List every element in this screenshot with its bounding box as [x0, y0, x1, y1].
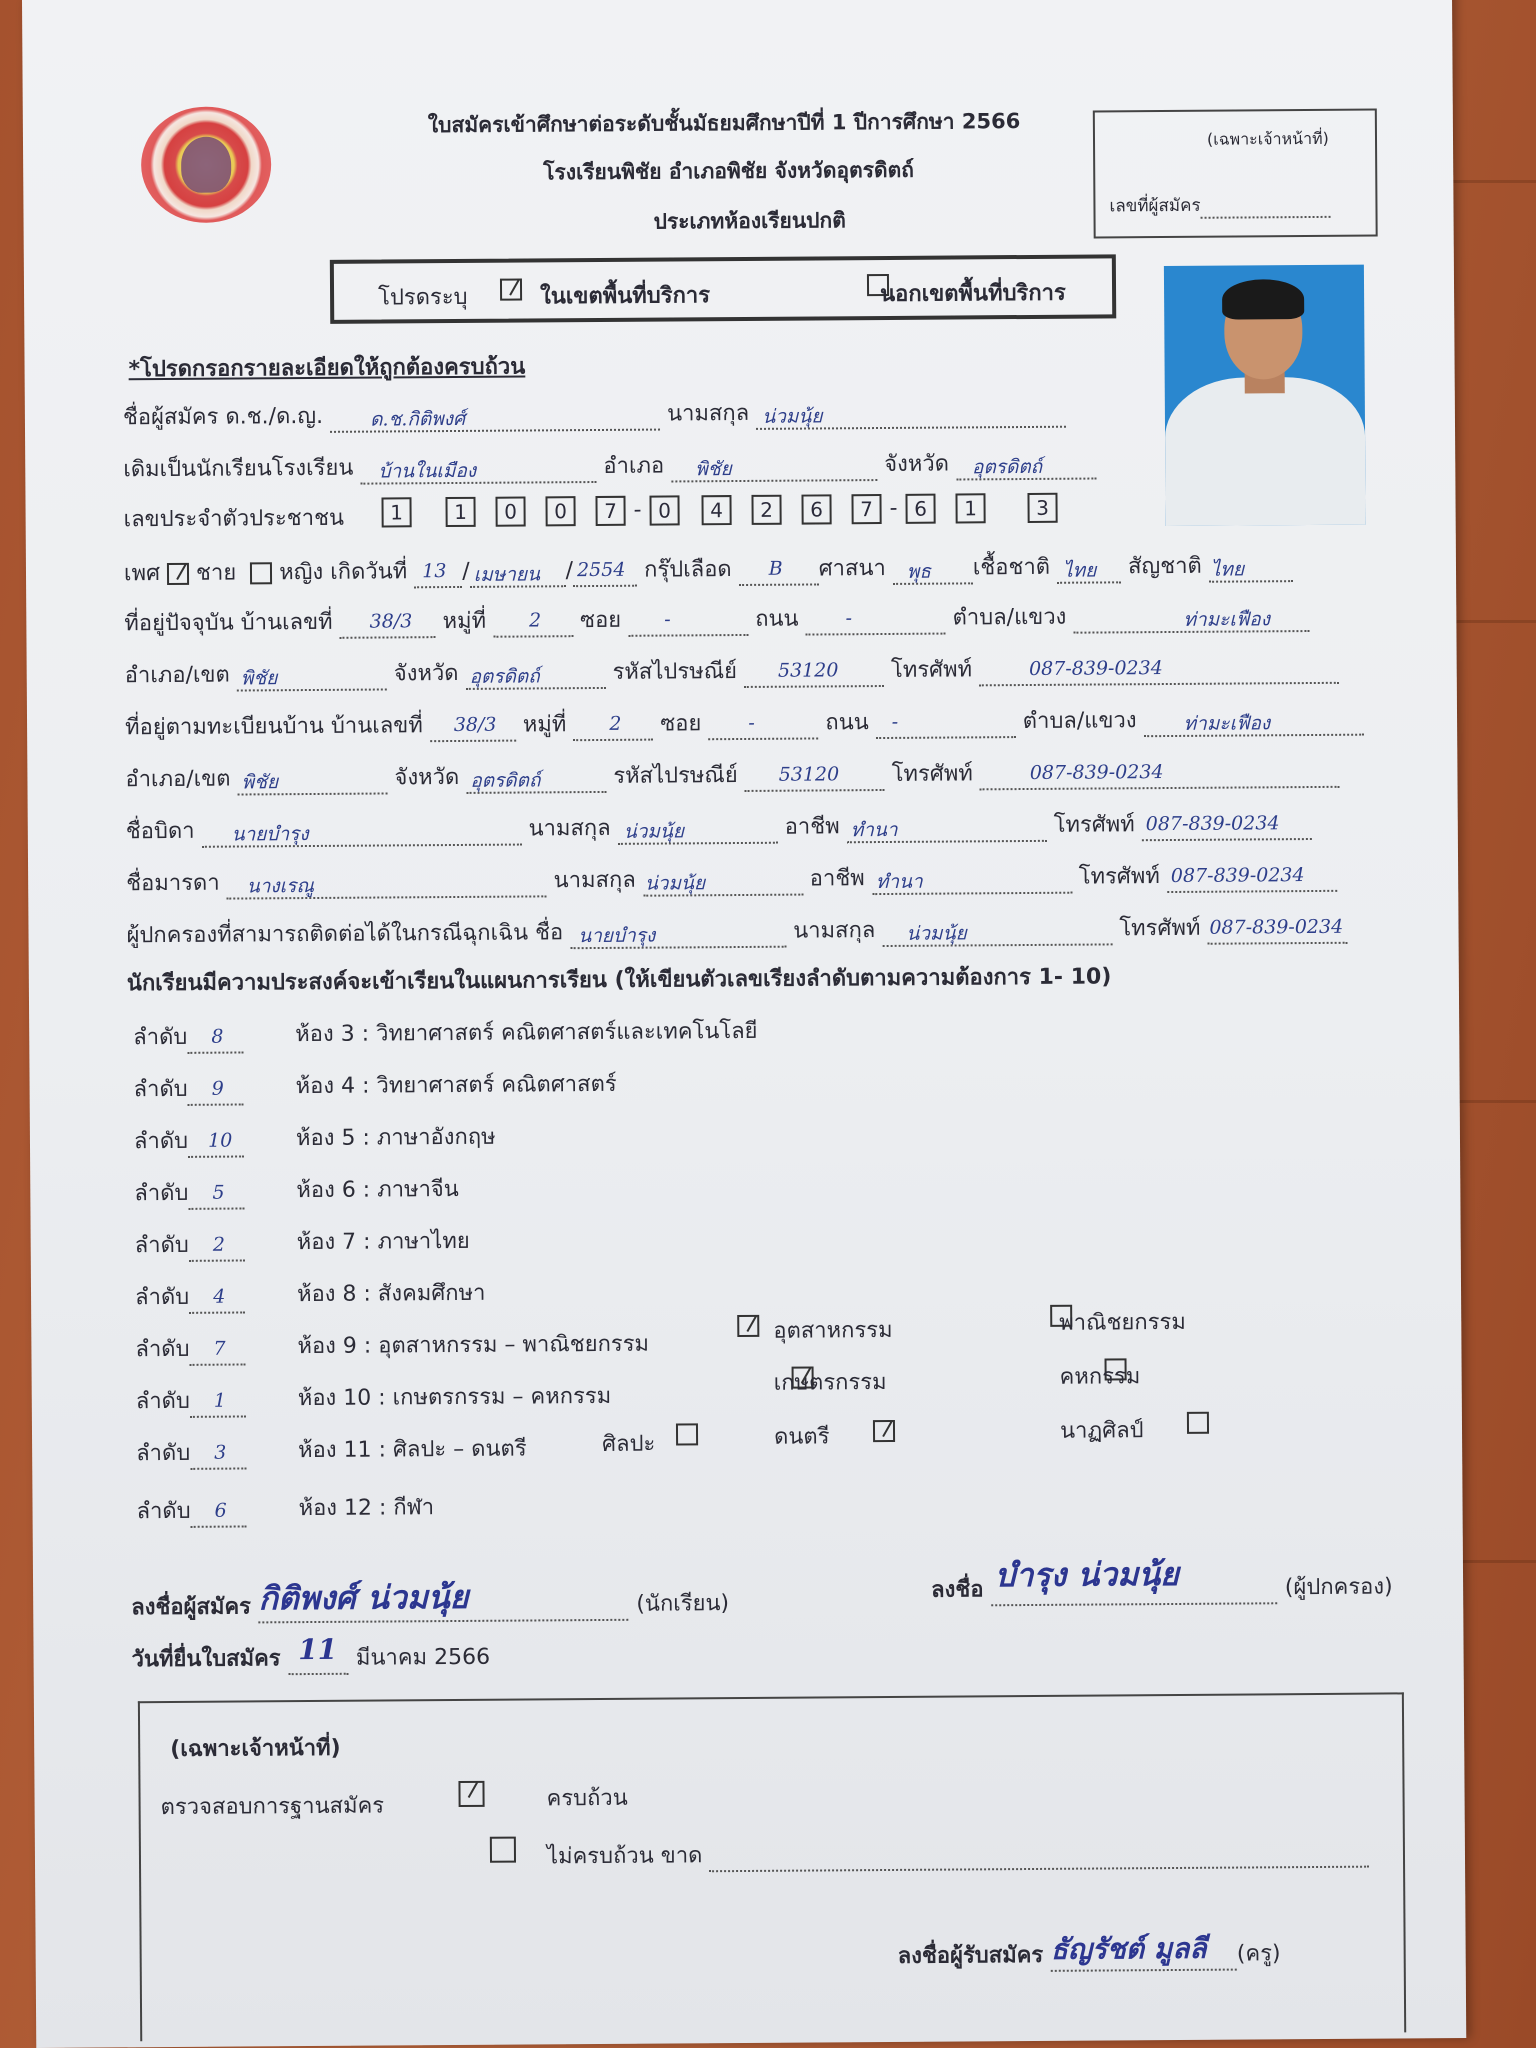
religion-value: พุธ [906, 560, 932, 583]
id-label: เลขประจำตัวประชาชน [123, 505, 345, 533]
plan-rank-value: 9 [211, 1077, 224, 1100]
plan-rank-value: 8 [211, 1025, 224, 1048]
music-label: ดนตรี [773, 1424, 830, 1450]
staff-only-box [1093, 109, 1378, 239]
cur-house-no-value: 38/3 [369, 610, 413, 633]
plan-rank-value: 7 [213, 1337, 226, 1360]
applicant-signature: กิติพงศ์ น่วมนุ้ย [258, 1577, 469, 1618]
plan-row: ลำดับ 8 [133, 1018, 243, 1054]
plan-rank-value: 5 [212, 1181, 225, 1204]
staff-verification-box [138, 1692, 1406, 2041]
reg-soi-value: - [748, 711, 755, 734]
commerce-label: พาณิชยกรรม [1059, 1309, 1186, 1336]
plan-rank-value: 3 [214, 1441, 227, 1464]
reg-amphoe-value: พิชัย [241, 771, 279, 794]
plan-row: ลำดับ 9 [133, 1070, 243, 1106]
applicant-surname-value: น่วมนุ้ย [762, 405, 823, 428]
cur-moo-value: 2 [529, 609, 542, 632]
father-row: ชื่อบิดา นายบำรุง นามสกุล น่วมนุ้ย อาชีพ ทำนา โทรศัพท์ 087-839-0234 [126, 805, 1312, 848]
complete-checkbox[interactable] [458, 1781, 484, 1807]
id-digit: 6 [801, 494, 831, 524]
plan-room: ห้อง 7 : ภาษาไทย [296, 1228, 470, 1256]
plan-rank-value: 10 [207, 1129, 233, 1152]
plan-row: ลำดับ 3 [136, 1434, 246, 1470]
plan-row: ลำดับ 4 [135, 1278, 245, 1314]
school-name: โรงเรียนพิชัย อำเภอพิชัย จังหวัดอุตรดิตถ์ [543, 157, 915, 185]
id-digit: 1 [381, 497, 411, 527]
industry-label: อุตสาหกรรม [773, 1317, 893, 1344]
reg-zip-value: 53120 [778, 763, 840, 786]
plan-room: ห้อง 12 : กีฬา [298, 1495, 435, 1522]
birth-year-value: 2554 [576, 558, 626, 582]
verify-label: ตรวจสอบการฐานสมัคร [160, 1793, 385, 1821]
form-title: ใบสมัครเข้าศึกษาต่อระดับชั้นมัธยมศึกษาปีที่ 1 ปีการศึกษา 2566 [427, 109, 1021, 138]
id-digit: 3 [1027, 493, 1057, 523]
instructions: *โปรดกรอกรายละเอียดให้ถูกต้องครบถ้วน [128, 354, 526, 383]
id-digit: 1 [955, 493, 985, 523]
mother-phone-value: 087-839-0234 [1170, 864, 1305, 888]
prev-amphoe-value: พิชัย [695, 458, 732, 481]
applicant-no-label: เลขที่ผู้สมัคร [1109, 191, 1330, 220]
plan-room: ห้อง 6 : ภาษาจีน [296, 1176, 459, 1204]
plan-rank-value: 2 [212, 1233, 225, 1256]
plan-row: ลำดับ 6 [136, 1492, 246, 1528]
receiver-signature: ธัญรัชต์ มูลลี [1050, 1931, 1207, 1966]
cur-amphoe-value: พิชัย [240, 667, 278, 690]
id-digit: 2 [751, 495, 781, 525]
plan-room: ห้อง 10 : เกษตรกรรม – คหกรรม [297, 1383, 612, 1412]
art-label: ศิลปะ [602, 1431, 656, 1457]
mother-name-value: นางเรณู [246, 874, 315, 898]
guardian-signature-row: ลงชื่อ บำรุง น่วมนุ้ย (ผู้ปกครอง) [931, 1568, 1393, 1606]
home-economics-label: คหกรรม [1059, 1364, 1141, 1390]
plan-row: ลำดับ 1 [136, 1382, 246, 1418]
in-service-label: ในเขตพื้นที่บริการ [539, 283, 711, 310]
application-form: ใบสมัครเข้าศึกษาต่อระดับชั้นมัธยมศึกษาปีที่ 1 ปีการศึกษา 2566 โรงเรียนพิชัย อำเภอพิชัย จังหวัดอุตรดิตถ์ ประเภทห้องเรียนปกติ (เฉพาะเจ้าหน้าที่) เลขที่ผู้สมัคร โปรดระบุ ในเขตพื้นที่บริการ นอกเขตพื้นที่บริการ *โปรดกรอกรายละเอียดให้ถูกต้องครบถ้วน ชื่อผู้สมัคร ด.ช./ด.ญ. ด.ช.กิติพงศ์ นามสกุล น่วมนุ้ย เดิมเป็นนักเรียนโรงเรียน บ้านในเมือง อำเภอ พิชัย จังหวัด อุตรดิตถ์ เลขประจำตัวประชาชน 1 1 0 0 7 - 0 4 2 6 7 - 6 1 3 เพศ ชาย หญิง เกิดวันที่ 13 / เมษายน / 2554 กรุ๊ปเลือด B ศาสนา พุธ เชื้อชาติ ไทย สัญชาติ ไทย ที่อยู่ปัจจุบัน บ้านเลขที่ 38/3 หมู่ที่ 2 ซอย - ถนน - ตำบล/แขวง ท่ามะเฟือง อำเภอ/เขต พิชัย จังหวัด อุตรดิตถ์ รหัสไปรษณีย์ 53120 โทรศัพท์ 087-839-0234 ที่อยู่ตามทะเบียนบ้าน บ้านเลขที่ 38/3 หมู่ที่ 2 ซอย - ถนน - ตำบล/แขวง ท่ามะเฟือง อำเภอ/เขต พิชัย จังหวัด อุตรดิตถ์ รหัสไปรษณีย์ 53120 โทรศัพท์ 087-839-0234 ชื่อบิดา นายบำรุง นามสกุล น่วมนุ้ย อาชีพ ทำนา โทรศัพท์ 087-839-0234 ชื่อมารดา นางเรณู นามสกุล น่วมนุ้ย อาชีพ ทำนา โทรศัพท์ 087-839-0234 ผู้ปกครองที่สามารถติดต่อได้ในกรณีฉุกเฉิน ชื่อ นายบำรุง นามสกุล น่วมนุ้ย โทรศัพท์ 087-839-0234 นักเรียนมีความประสงค์จะเข้าเรียนในแผนการเรียน (ให้เขียนตัวเลขเรียงลำดับตามความต้องการ 1- 10) ลำดับ 8 ห้อง 3 : วิทยาศาสตร์ คณิตศาสตร์และเทคโนโลยี ลำดับ 9 ห้อง 4 : วิทยาศาสตร์ คณิตศาสตร์ ลำดับ 10 ห้อง 5 : ภาษาอังกฤษ ลำดับ 5 ห้อง 6 : ภาษาจีน ลำดับ 2 ห้อง 7 : ภาษาไทย ลำดับ 4 ห้อง 8 : สังคมศึกษา ลำดับ 7 ห้อง 9 : อุตสาหกรรม – พาณิชยกรรม อุตสาหกรรม พาณิชยกรรม ลำดับ 1 ห้อง 10 : เกษตรกรรม – คหกรรม เกษตรกรรม คหกรรม ลำดับ 3 ห้อง 11 : ศิลปะ – ดนตรี ศิลปะ ดนตรี นาฏศิลป์ ลำดับ 6 ห้อง 12 : กีฬา ลงชื่อผู้สมัคร กิติพงศ์ น่วมนุ้ย (นักเรียน) ลงชื่อ บำรุง น่วมนุ้ย (ผู้ปกครอง) วันที่ยื่นใบสมัคร 11 มีนาคม 2566 (เฉพาะเจ้าหน้าที่) ตรวจสอบการฐานสมัคร ครบถ้วน ไม่ครบถ้วน ขาด ลงชื่อผู้รับสมัคร ธัญรัชต์ มูลลี (ครู) [22, 0, 1466, 2048]
birth-month-value: เมษายน [473, 563, 541, 586]
reg-tambon-value: ท่ามะเฟือง [1183, 712, 1271, 735]
complete-label: ครบถ้วน [546, 1785, 628, 1812]
plan-row: ลำดับ 10 [134, 1122, 244, 1158]
current-address-row-1: ที่อยู่ปัจจุบัน บ้านเลขที่ 38/3 หมู่ที่ 2 ซอย - ถนน - ตำบล/แขวง ท่ามะเฟือง [124, 597, 1309, 640]
art-checkbox[interactable] [676, 1423, 698, 1445]
previous-school-row: เดิมเป็นนักเรียนโรงเรียน บ้านในเมือง อำเภอ พิชัย จังหวัด อุตรดิตถ์ [123, 445, 1096, 487]
service-area-box [330, 254, 1116, 323]
reg-house-no-value: 38/3 [453, 713, 497, 737]
submit-date-row: วันที่ยื่นใบสมัคร 11 มีนาคม 2566 [131, 1639, 490, 1677]
gender-birth-row: เพศ ชาย หญิง เกิดวันที่ 13 / เมษายน / 2554 กรุ๊ปเลือด B ศาสนา พุธ เชื้อชาติ ไทย สัญชาติ ไทย [124, 547, 1293, 590]
reg-road-value: - [891, 710, 899, 733]
applicant-name-value: ด.ช.กิติพงศ์ [370, 407, 466, 431]
id-digit: 0 [495, 496, 525, 526]
female-checkbox[interactable] [250, 562, 272, 584]
receiver-signature-row: ลงชื่อผู้รับสมัคร ธัญรัชต์ มูลลี (ครู) [898, 1935, 1281, 1973]
reg-moo-value: 2 [609, 712, 622, 735]
plan-room: ห้อง 11 : ศิลปะ – ดนตรี [298, 1436, 527, 1464]
registered-address-row-1: ที่อยู่ตามทะเบียนบ้าน บ้านเลขที่ 38/3 หมู่ที่ 2 ซอย - ถนน - ตำบล/แขวง ท่ามะเฟือง [125, 701, 1364, 745]
guardian-surname-value: น่วมนุ้ย [906, 922, 967, 945]
in-service-checkbox[interactable] [500, 279, 522, 301]
id-digit: 7 [595, 496, 625, 526]
submit-day: 11 [298, 1632, 338, 1667]
reg-phone-value: 087-839-0234 [1029, 761, 1164, 784]
id-digit: 7 [851, 494, 881, 524]
plan-rank-value: 6 [214, 1499, 227, 1522]
plan-row: ลำดับ 7 [135, 1330, 245, 1366]
father-name-value: นายบำรุง [231, 823, 309, 846]
plans-heading: นักเรียนมีความประสงค์จะเข้าเรียนในแผนการเรียน (ให้เขียนตัวเลขเรียงลำดับตามความต้องการ 1- 10) [126, 964, 1112, 997]
plan-room: ห้อง 9 : อุตสาหกรรม – พาณิชยกรรม [297, 1331, 650, 1360]
id-digit: 4 [701, 495, 731, 525]
prev-school-value: บ้านในเมือง [378, 459, 477, 483]
race-value: ไทย [1062, 559, 1097, 582]
incomplete-checkbox[interactable] [490, 1837, 516, 1863]
area-label: โปรดระบุ [378, 284, 468, 311]
plan-rank-value: 4 [213, 1285, 226, 1308]
staff-box-title: (เฉพาะเจ้าหน้าที่) [170, 1735, 341, 1763]
id-digit: 0 [545, 496, 575, 526]
plan-room: ห้อง 5 : ภาษาอังกฤษ [295, 1124, 496, 1152]
cur-road-value: - [845, 607, 853, 630]
mother-row: ชื่อมารดา นางเรณู นามสกุล น่วมนุ้ย อาชีพ ทำนา โทรศัพท์ 087-839-0234 [126, 857, 1337, 900]
cur-province-value: อุตรดิตถ์ [469, 665, 540, 688]
blood-value: B [768, 557, 783, 580]
cur-phone-value: 087-839-0234 [1028, 657, 1163, 680]
father-job-value: ทำนา [850, 818, 898, 842]
prev-province-value: อุตรดิตถ์ [971, 455, 1043, 479]
plan-room: ห้อง 3 : วิทยาศาสตร์ คณิตศาสตร์และเทคโนโลยี [295, 1018, 758, 1048]
cur-tambon-value: ท่ามะเฟือง [1183, 608, 1271, 631]
guardian-phone-value: 087-839-0234 [1209, 915, 1344, 939]
father-surname-value: น่วมนุ้ย [623, 820, 685, 843]
dance-checkbox[interactable] [1186, 1412, 1208, 1434]
guardian-name-value: นายบำรุง [578, 924, 656, 948]
agriculture-label: เกษตรกรรม [773, 1369, 887, 1396]
staff-only-label: (เฉพาะเจ้าหน้าที่) [1206, 128, 1329, 149]
room-type: ประเภทห้องเรียนปกติ [653, 208, 846, 234]
applicant-signature-row: ลงชื่อผู้สมัคร กิติพงศ์ น่วมนุ้ย (นักเรียน) [131, 1585, 729, 1624]
applicant-photo [1164, 265, 1366, 526]
guardian-signature: บำรุง น่วมนุ้ย [994, 1554, 1179, 1595]
applicant-name-row: ชื่อผู้สมัคร ด.ช./ด.ญ. ด.ช.กิติพงศ์ นามสกุล น่วมนุ้ย [123, 393, 1066, 435]
dance-label: นาฏศิลป์ [1059, 1418, 1144, 1444]
male-checkbox[interactable] [167, 563, 189, 585]
plan-row: ลำดับ 2 [135, 1226, 245, 1262]
father-phone-value: 087-839-0234 [1145, 812, 1280, 836]
nationality-value: ไทย [1210, 558, 1245, 581]
mother-surname-value: น่วมนุ้ย [644, 872, 706, 895]
plan-room: ห้อง 8 : สังคมศึกษา [296, 1280, 486, 1308]
id-digit: 1 [445, 497, 475, 527]
cur-soi-value: - [664, 608, 671, 631]
school-seal-logo [141, 106, 272, 223]
industry-checkbox[interactable] [737, 1315, 759, 1337]
registered-address-row-2: อำเภอ/เขต พิชัย จังหวัด อุตรดิตถ์ รหัสไปรษณีย์ 53120 โทรศัพท์ 087-839-0234 [125, 753, 1340, 796]
guardian-row: ผู้ปกครองที่สามารถติดต่อได้ในกรณีฉุกเฉิน ชื่อ นายบำรุง นามสกุล น่วมนุ้ย โทรศัพท์ 087-839-0234 [126, 909, 1347, 953]
out-service-label: นอกเขตพื้นที่บริการ [879, 280, 1066, 308]
current-address-row-2: อำเภอ/เขต พิชัย จังหวัด อุตรดิตถ์ รหัสไปรษณีย์ 53120 โทรศัพท์ 087-839-0234 [125, 649, 1340, 692]
music-checkbox[interactable] [873, 1420, 895, 1442]
id-digit: 0 [649, 495, 679, 525]
reg-province-value: อุตรดิตถ์ [470, 769, 541, 792]
birth-day-value: 13 [422, 560, 447, 583]
id-digit: 6 [905, 494, 935, 524]
plan-rank-value: 1 [213, 1389, 227, 1412]
incomplete-row: ไม่ครบถ้วน ขาด [547, 1833, 1370, 1874]
mother-job-value: ทำนา [875, 870, 923, 894]
plan-room: ห้อง 4 : วิทยาศาสตร์ คณิตศาสตร์ [295, 1071, 617, 1100]
cur-zip-value: 53120 [777, 659, 839, 682]
plan-row: ลำดับ 5 [134, 1174, 244, 1210]
